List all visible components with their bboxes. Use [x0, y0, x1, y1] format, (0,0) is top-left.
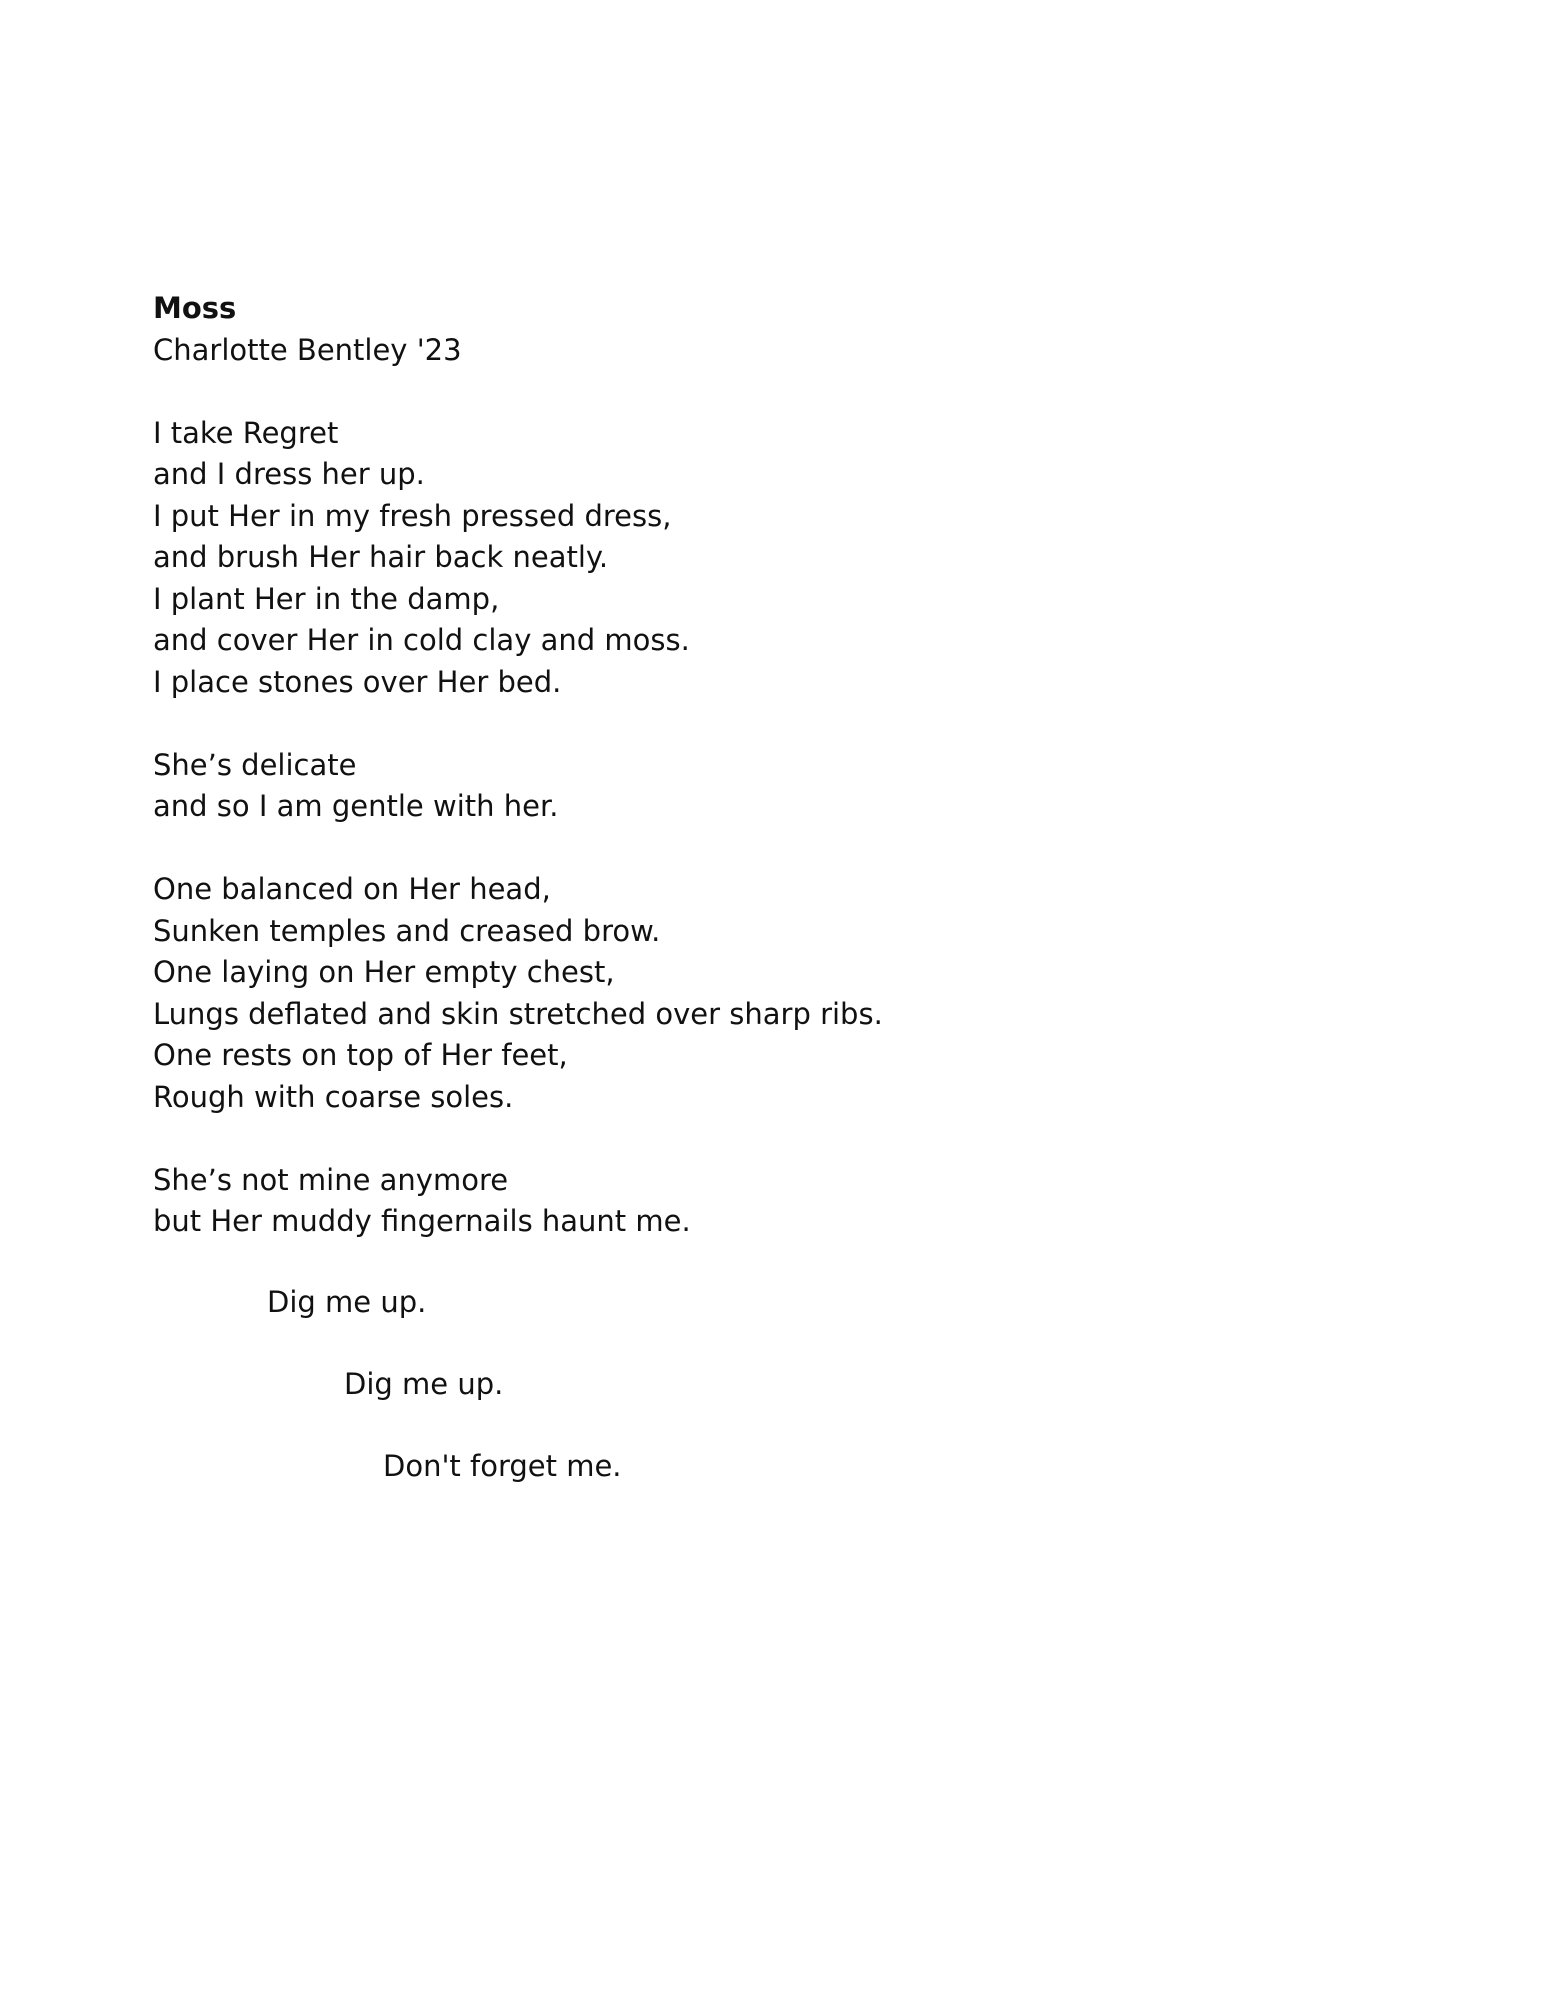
poem-line: and brush Her hair back neatly.	[153, 540, 609, 574]
poem-line: and I dress her up.	[153, 457, 425, 491]
stanza-1	[153, 413, 1393, 704]
poem-line: She’s delicate	[153, 747, 357, 782]
poem-line: and so I am gentle with her.	[153, 789, 559, 823]
poem-line: I plant Her in the damp,	[153, 581, 500, 616]
stanza-2	[153, 745, 1393, 828]
poem-line: Lungs deflated and skin stretched over sharp ribs.	[153, 996, 883, 1031]
stanza-gap	[153, 1118, 1393, 1160]
stanza-3	[153, 869, 1393, 1118]
stanza-gap	[153, 371, 1393, 413]
poem-line: but Her muddy fingernails haunt me.	[153, 1204, 691, 1238]
poem-line: Rough with coarse soles.	[153, 1079, 514, 1114]
poem-line: I place stones over Her bed.	[153, 664, 562, 699]
poem-line: One rests on top of Her feet,	[153, 1038, 568, 1072]
poem-line: One laying on Her empty chest,	[153, 955, 615, 989]
ending-line-2: Dig me up.	[344, 1367, 504, 1401]
poem-title: Moss	[153, 291, 237, 325]
poem-author: Charlotte Bentley '23	[153, 332, 462, 367]
stanza-gap	[153, 828, 1393, 870]
poem-line: I put Her in my fresh pressed dress,	[153, 498, 672, 533]
poem-line: Sunken temples and creased brow.	[153, 913, 661, 948]
poem-line: She’s not mine anymore	[153, 1162, 509, 1197]
poem-line: One balanced on Her head,	[153, 872, 551, 906]
poem-line: I take Regret	[153, 415, 339, 450]
stanza-4	[153, 1160, 1393, 1243]
ending-line-1: Dig me up.	[267, 1285, 427, 1319]
stanza-gap	[153, 703, 1393, 745]
ending-line-3: Don't forget me.	[383, 1449, 622, 1483]
poem-body	[153, 288, 1393, 1243]
poem-line: and cover Her in cold clay and moss.	[153, 623, 690, 657]
